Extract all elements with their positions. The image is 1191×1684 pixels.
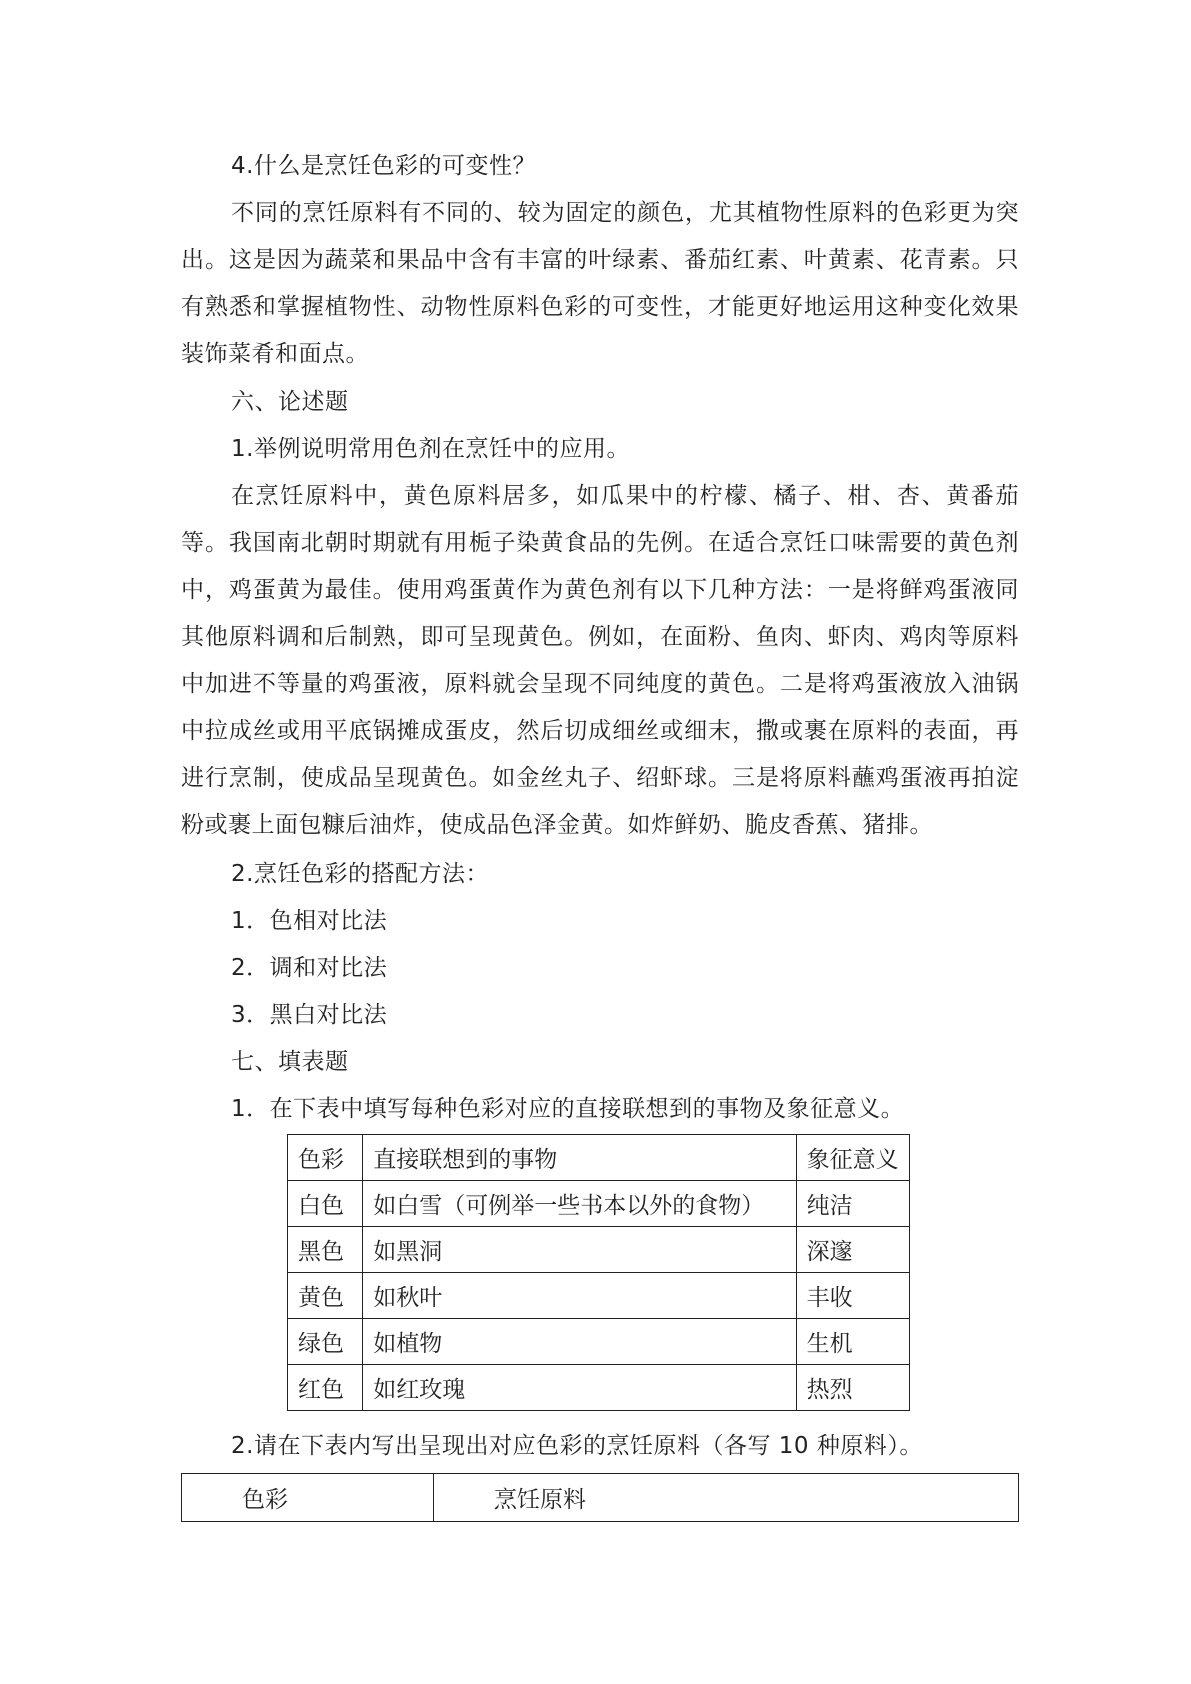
- color-association-table: [287, 1134, 910, 1411]
- method-item-2: 2．调和对比法: [231, 955, 388, 981]
- table-cell: 纯洁: [796, 1181, 909, 1227]
- section-7-heading: 七、填表题: [231, 1049, 349, 1075]
- table-cell: 黄色: [288, 1273, 363, 1319]
- table-header-cell: 烹饪原料: [434, 1474, 1019, 1522]
- table-cell: 丰收: [796, 1273, 909, 1319]
- section-7-question-2-title: 2.请在下表内写出呈现出对应色彩的烹饪原料（各写 10 种原料）。: [231, 1433, 923, 1459]
- table-row: [288, 1365, 910, 1411]
- table-header-row: [182, 1474, 1019, 1522]
- table-cell: 如植物: [363, 1319, 796, 1365]
- question-4-answer: 不同的烹饪原料有不同的、较为固定的颜色，尤其植物性原料的色彩更为突出。这是因为蔬菜和果品中含有丰富的叶绿素、番茄红素、叶黄素、花青素。只有熟悉和掌握植物性、动物性原料色彩的可变性，才能更好地运用这种变化效果装饰菜肴和面点。: [181, 200, 1019, 367]
- table-row: [288, 1181, 910, 1227]
- method-item-3: 3．黑白对比法: [231, 1002, 388, 1028]
- section-7-question-1-title: 1．在下表中填写每种色彩对应的直接联想到的事物及象征意义。: [231, 1096, 905, 1122]
- question-4-title: 4.什么是烹饪色彩的可变性？: [231, 153, 536, 179]
- table-cell: 深邃: [796, 1227, 909, 1273]
- table-header-cell: 色彩: [288, 1135, 363, 1181]
- table-header-row: [288, 1135, 910, 1181]
- table-header-cell: 直接联想到的事物: [363, 1135, 796, 1181]
- table-header-cell: 象征意义: [796, 1135, 909, 1181]
- table-cell: 如白雪（可例举一些书本以外的食物）: [363, 1181, 796, 1227]
- table-cell: 黑色: [288, 1227, 363, 1273]
- table-row: [288, 1273, 910, 1319]
- method-item-1: 1．色相对比法: [231, 908, 388, 934]
- table-header-cell: 色彩: [182, 1474, 434, 1522]
- section-6-question-1-title: 1.举例说明常用色剂在烹饪中的应用。: [231, 436, 630, 462]
- table-cell: 生机: [796, 1319, 909, 1365]
- table-cell: 红色: [288, 1365, 363, 1411]
- table-cell: 热烈: [796, 1365, 909, 1411]
- table-cell: 白色: [288, 1181, 363, 1227]
- section-6-question-1-answer: 在烹饪原料中，黄色原料居多，如瓜果中的柠檬、橘子、柑、杏、黄番茄等。我国南北朝时期就有用栀子染黄食品的先例。在适合烹饪口味需要的黄色剂中，鸡蛋黄为最佳。使用鸡蛋黄作为黄色剂有以下几种方法：一是将鲜鸡蛋液同其他原料调和后制熟，即可呈现黄色。例如，在面粉、鱼肉、虾肉、鸡肉等原料中加进不等量的鸡蛋液，原料就会呈现不同纯度的黄色。二是将鸡蛋液放入油锅中拉成丝或用平底锅摊成蛋皮，然后切成细丝或细末，撒或裹在原料的表面，再进行烹制，使成品呈现黄色。如金丝丸子、绍虾球。三是将原料蘸鸡蛋液再拍淀粉或裹上面包糠后油炸，使成品色泽金黄。如炸鲜奶、脆皮香蕉、猪排。: [181, 483, 1019, 838]
- table-cell: 如秋叶: [363, 1273, 796, 1319]
- table-row: [288, 1319, 910, 1365]
- section-6-heading: 六、论述题: [231, 389, 349, 415]
- table-cell: 如红玫瑰: [363, 1365, 796, 1411]
- table-cell: 如黑洞: [363, 1227, 796, 1273]
- section-6-question-2-title: 2.烹饪色彩的搭配方法：: [231, 861, 489, 887]
- color-ingredient-table: [181, 1473, 1019, 1522]
- table-row: [288, 1227, 910, 1273]
- table-cell: 绿色: [288, 1319, 363, 1365]
